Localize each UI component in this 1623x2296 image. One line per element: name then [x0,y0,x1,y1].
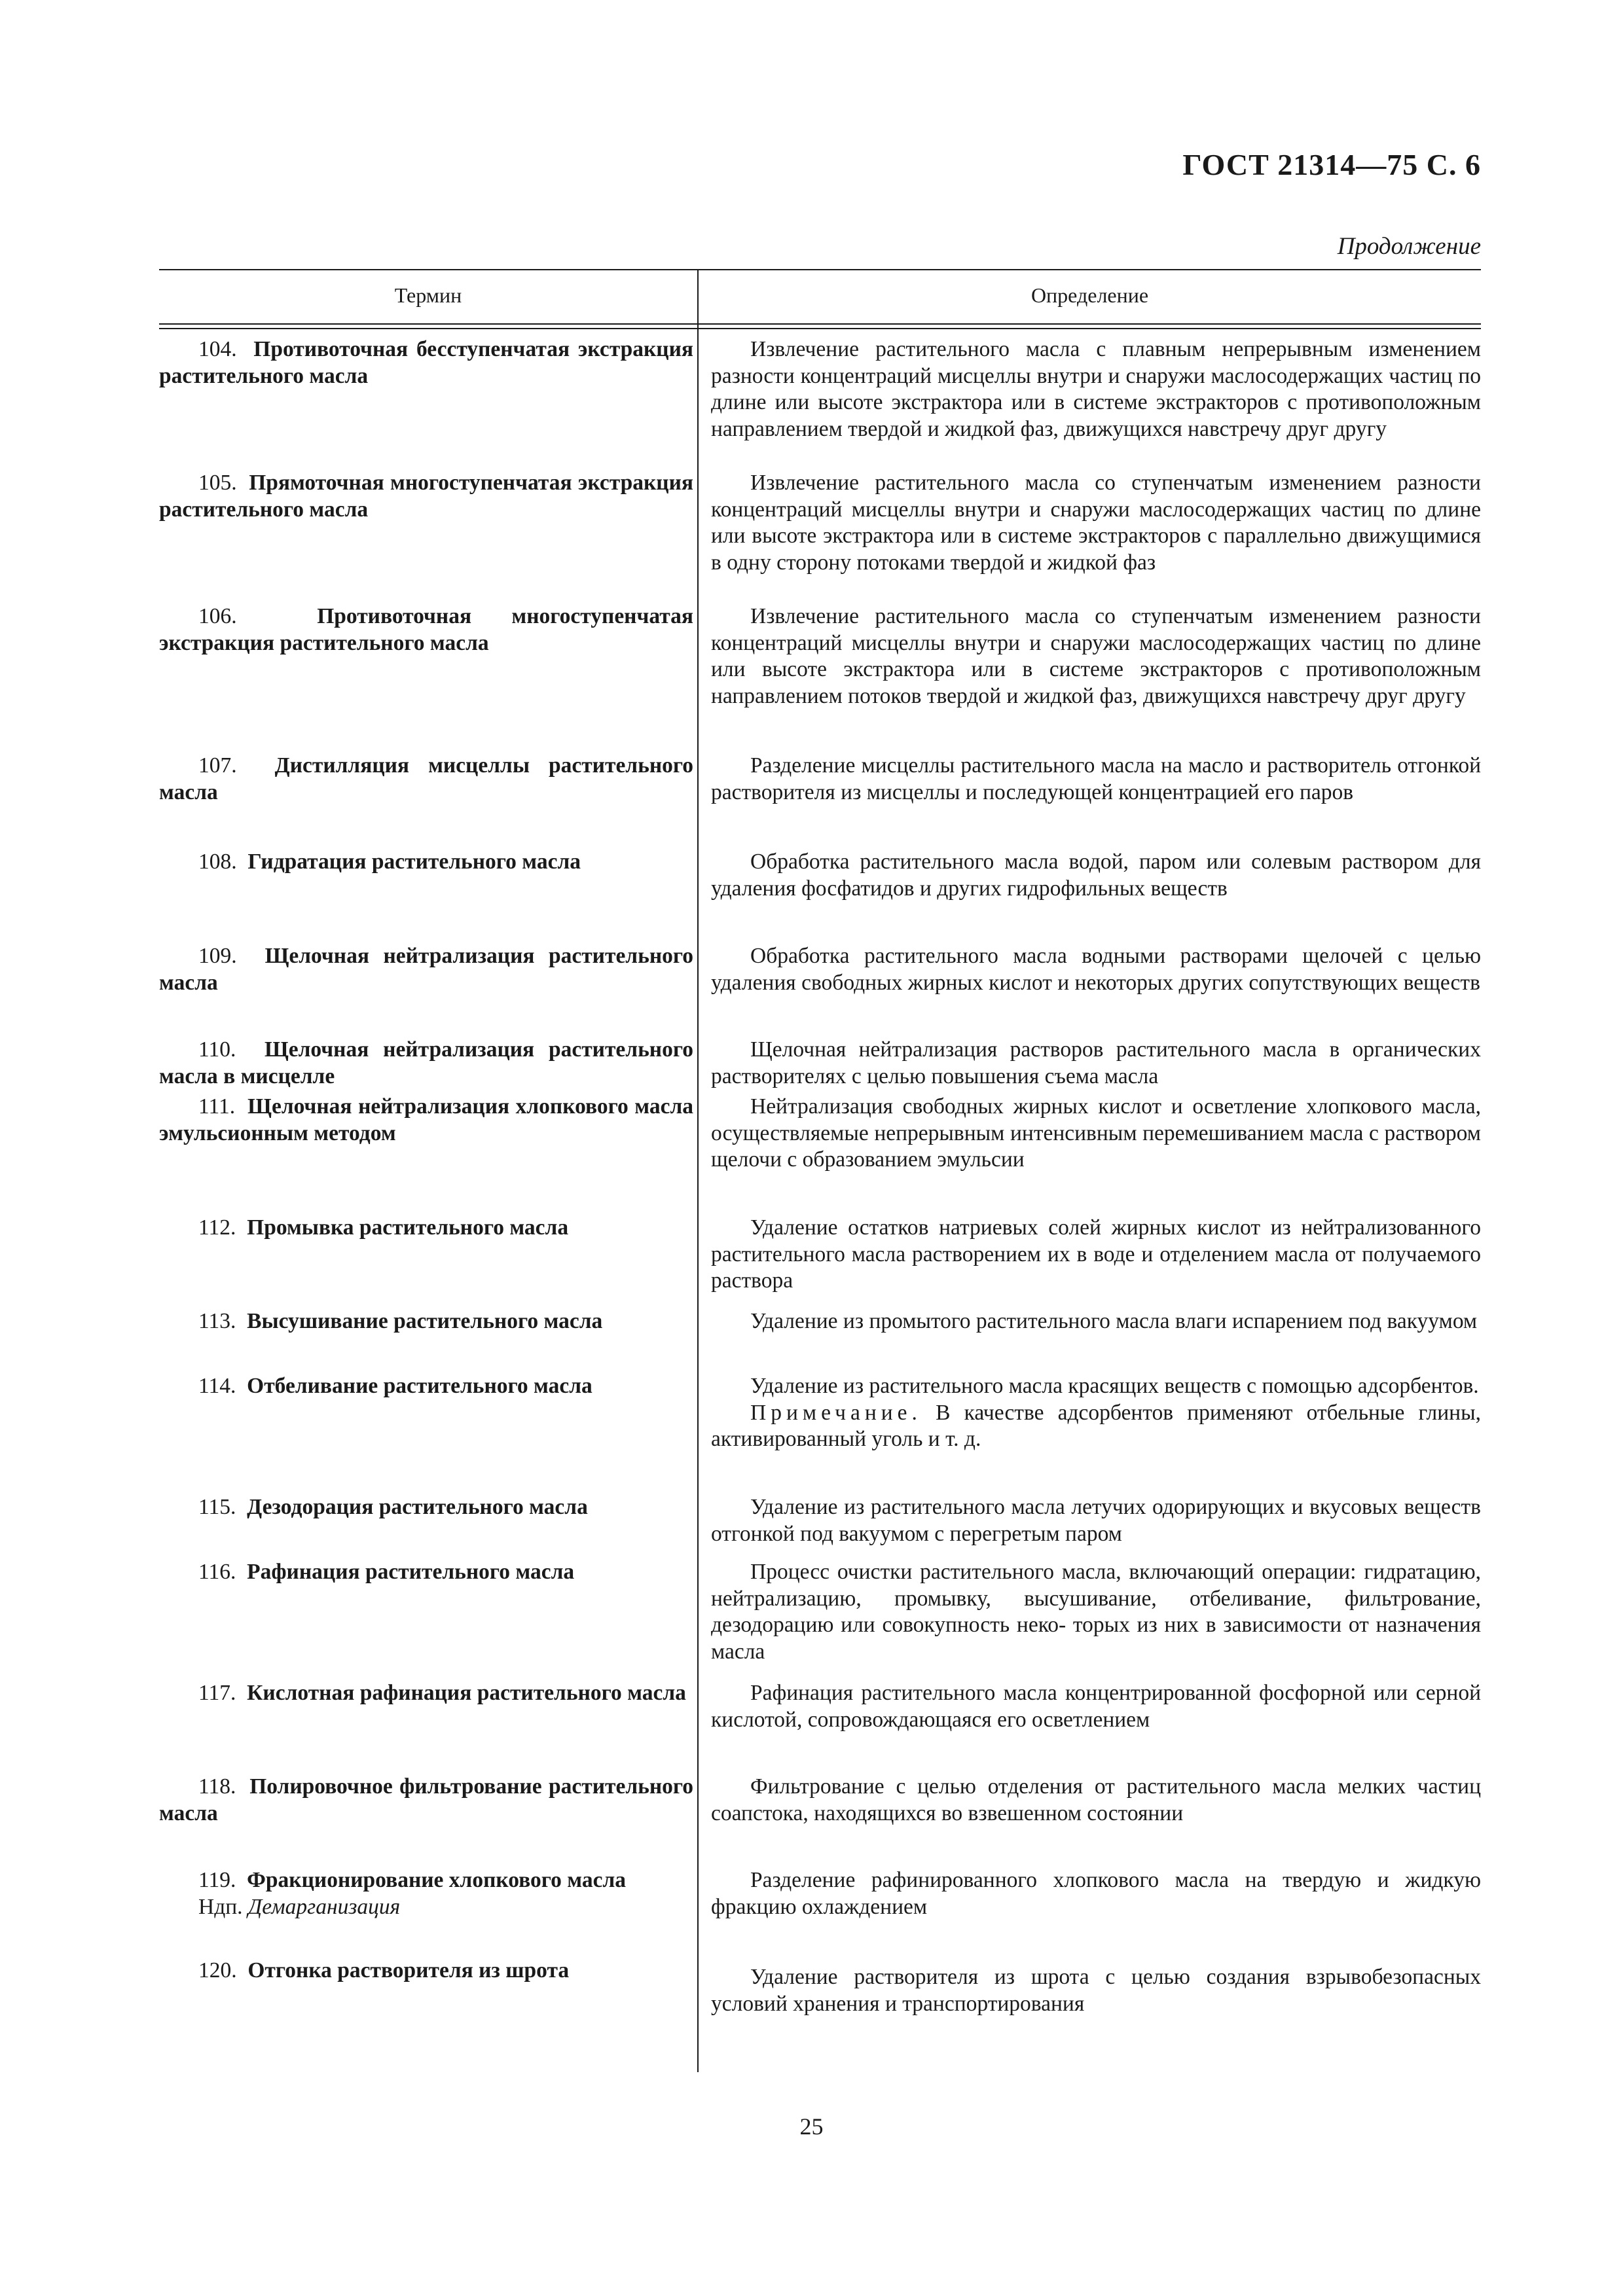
table-row [159,1308,1481,1373]
page-number: 25 [799,2113,824,2140]
table-row [159,1559,1481,1680]
document-code-header: ГОСТ 21314—75 С. 6 [1182,148,1481,181]
term-cell: 117. Кислотная рафинация растительного масла [198,1681,686,1705]
term-cell: 107. Дистилляция мисцеллы растительного масла [159,753,693,804]
definition-cell: Нейтрализация свободных жирных кислот и осветление хлопкового масла, осуществляемые непрерывным интенсивным перемешиванием масла с раствором щелочи с образованием эмульсии [711,1094,1481,1172]
definition-cell: Фильтрование с целью отделения от растительного масла мелких частиц соапстока, находящихся во взвешенном состоянии [711,1774,1481,1825]
column-header-definition: Определение [1030,283,1149,307]
definition-cell: Щелочная нейтрализация растворов растительного масла в органических растворителях с целью повышения съема масла [711,1037,1481,1088]
table-row [159,1494,1481,1559]
term-cell: 111. Щелочная нейтрализация хлопкового масла эмульсионным методом [159,1094,693,1145]
term-cell: 118. Полировочное фильтрование растительного масла [159,1774,694,1825]
table-row [159,1958,1481,2030]
table-row [159,1680,1481,1774]
definition-cell [695,1373,1481,1494]
definition-cell: Обработка растительного масла водой, паром или солевым раствором для удаления фосфатидов и других гидрофильных веществ [711,850,1481,901]
table-row [159,1037,1481,1094]
column-header-term: Термин [394,283,462,307]
table-row [159,943,1481,1037]
continuation-label: Продолжение [1337,233,1481,260]
definition-cell: Разделение рафинированного хлопкового масла на твердую и жидкую фракцию охлаждением [711,1868,1481,1919]
term-cell: 112. Промывка растительного масла [198,1215,569,1240]
definition-cell: Удаление из растительного масла летучих одорирующих и вкусовых веществ отгонкой под вакуумом с перегретым паром [711,1495,1481,1546]
table-row [159,1867,1481,1958]
definition-cell: Обработка растительного масла водными растворами щелочей с целью удаления свободных жирных кислот и некоторых других сопутствующих веществ [711,944,1481,995]
definition-cell: Извлечение растительного масла со ступенчатым изменением разности концентраций мисцеллы внутри и снаружи маслосодержащих частиц по длине или высоте экстрактора или в системе экстракторов с противоположным направлением потоков твердой и жидкой фаз, движущихся навстречу друг другу [711,604,1481,708]
table-row [159,1774,1481,1867]
definition-cell: Рафинация растительного масла концентрированной фосфорной или серной кислотой, сопровождающаяся его осветлением [711,1681,1481,1732]
definition-cell: Разделение мисцеллы растительного масла на масло и растворитель отгонкой растворителя из мисцеллы и последующей концентрацией его паров [711,753,1481,804]
definition-text: Удаление из растительного масла красящих веществ с помощью адсорбентов. [750,1374,1479,1398]
term-cell: 105. Прямоточная многоступенчатая экстракция растительного масла [159,471,694,522]
term-cell: 106. Противоточная многоступенчатая экстракция растительного масла [159,604,693,655]
table-row [159,849,1481,943]
table-row [159,470,1481,603]
definition-cell: Процесс очистки растительного масла, включающий операции: гидратацию, нейтрализацию, промывку, высушивание, отбеливание, фильтрование, дезодорацию или совокупность неко- торых из них в зависимости от назначения масла [711,1560,1481,1664]
term-cell: 116. Рафинация растительного масла [198,1560,575,1584]
term-cell: 109. Щелочная нейтрализация растительного масла [159,944,693,995]
table-top-rule [159,269,1481,270]
terms-table-body [159,336,1481,2030]
term-cell: 115. Дезодорация растительного масла [198,1495,588,1519]
definition-cell: Извлечение растительного масла со ступенчатым изменением разности концентраций мисцеллы внутри и снаружи маслосодержащих частиц по длине или высоте экстрактора или в системе экстракторов с параллельно движущимися в одну сторону потоками твердой и жидкой фаз [711,471,1481,575]
definition-note: Примечание. В качестве адсорбентов применяют отбельные глины, активированный уголь и т. д. [711,1400,1481,1451]
term-cell: 113. Высушивание растительного масла [198,1309,603,1333]
table-row [159,753,1481,849]
term-cell: 114. Отбеливание растительного масла [198,1374,593,1398]
term-cell: 110. Щелочная нейтрализация растительного масла в мисцелле [159,1037,693,1088]
term-cell: 120. Отгонка растворителя из шрота [198,1958,570,1982]
table-row [159,603,1481,753]
table-row [159,1373,1481,1494]
table-header-double-rule [159,323,1481,329]
table-row [159,1215,1481,1308]
definition-cell: Удаление остатков натриевых солей жирных кислот из нейтрализованного растительного масла растворением их в воде и отделением масла от получаемого раствора [711,1215,1481,1293]
term-cell: 104. Противоточная бесступенчатая экстракция растительного масла [159,337,693,388]
definition-cell: Извлечение растительного масла с плавным непрерывным изменением разности концентраций мисцеллы внутри и снаружи маслосодержащих частиц по длине или высоте экстрактора или в системе экстракторов с противоположным направлением твердой и жидкой фаз, движущихся навстречу друг другу [711,337,1481,441]
term-cell: 108. Гидратация растительного масла [198,850,581,874]
deprecated-synonym: Ндп. Демарганизация [198,1894,401,1919]
definition-cell: Удаление из промытого растительного масла влаги испарением под вакуумом [750,1309,1478,1333]
definition-cell: Удаление растворителя из шрота с целью создания взрывобезопасных условий хранения и транспортирования [711,1965,1481,2016]
term-cell: 119. Фракционирование хлопкового масла Ндп. Демарганизация [159,1867,695,1958]
table-row [159,336,1481,470]
table-row [159,1094,1481,1215]
